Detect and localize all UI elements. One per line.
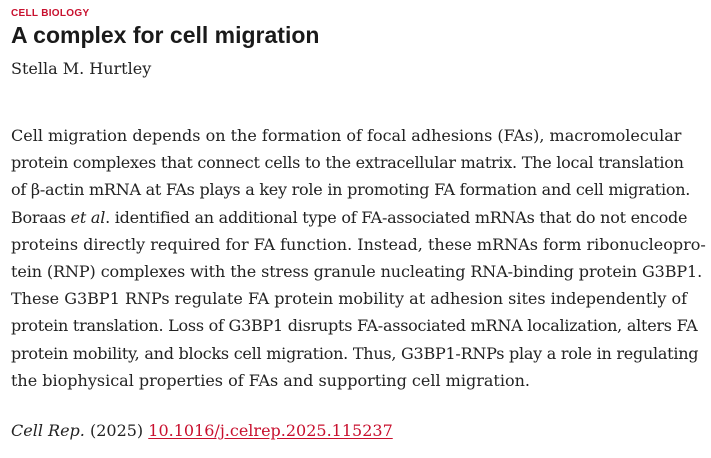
body-line: Cell migration depends on the formation of focal adhesions (FAs), macromolecular <box>11 126 682 145</box>
body-line: protein mobility, and blocks cell migration. Thus, G3BP1-RNPs play a role in regulating <box>11 343 699 363</box>
body-line: tein (RNP) complexes with the stress granule nucleating RNA-binding protein G3BP1. <box>11 261 703 281</box>
body-line: These G3BP1 RNPs regulate FA protein mobility at adhesion sites independently of <box>11 289 688 309</box>
article-title: A complex for cell migration <box>11 22 320 48</box>
body-text: . identified an additional type of FA-associated mRNAs that do not encode <box>105 207 688 227</box>
body-line: the biophysical properties of FAs and supporting cell migration. <box>11 370 530 390</box>
citation <box>11 420 393 442</box>
author-name: Stella M. Hurtley <box>11 59 152 78</box>
body-text: Boraas <box>11 207 71 227</box>
article-body <box>11 122 709 394</box>
citation-year: (2025) <box>89 421 144 440</box>
body-line: protein translation. Loss of G3BP1 disrupts FA-associated mRNA localization, alters FA <box>11 316 698 336</box>
body-line: proteins directly required for FA function. Instead, these mRNAs form ribonucleopro- <box>11 234 706 254</box>
et-al-italic: et al <box>70 207 106 227</box>
doi-link[interactable]: 10.1016/j.celrep.2025.115237 <box>148 421 393 440</box>
citation-journal: Cell Rep. <box>11 421 85 440</box>
body-line: of β-actin mRNA at FAs plays a key role in promoting FA formation and cell migration. <box>11 180 691 200</box>
body-line <box>11 204 709 231</box>
body-line: protein complexes that connect cells to the extracellular matrix. The local translation <box>11 153 684 173</box>
category-label: CELL BIOLOGY <box>11 8 90 19</box>
